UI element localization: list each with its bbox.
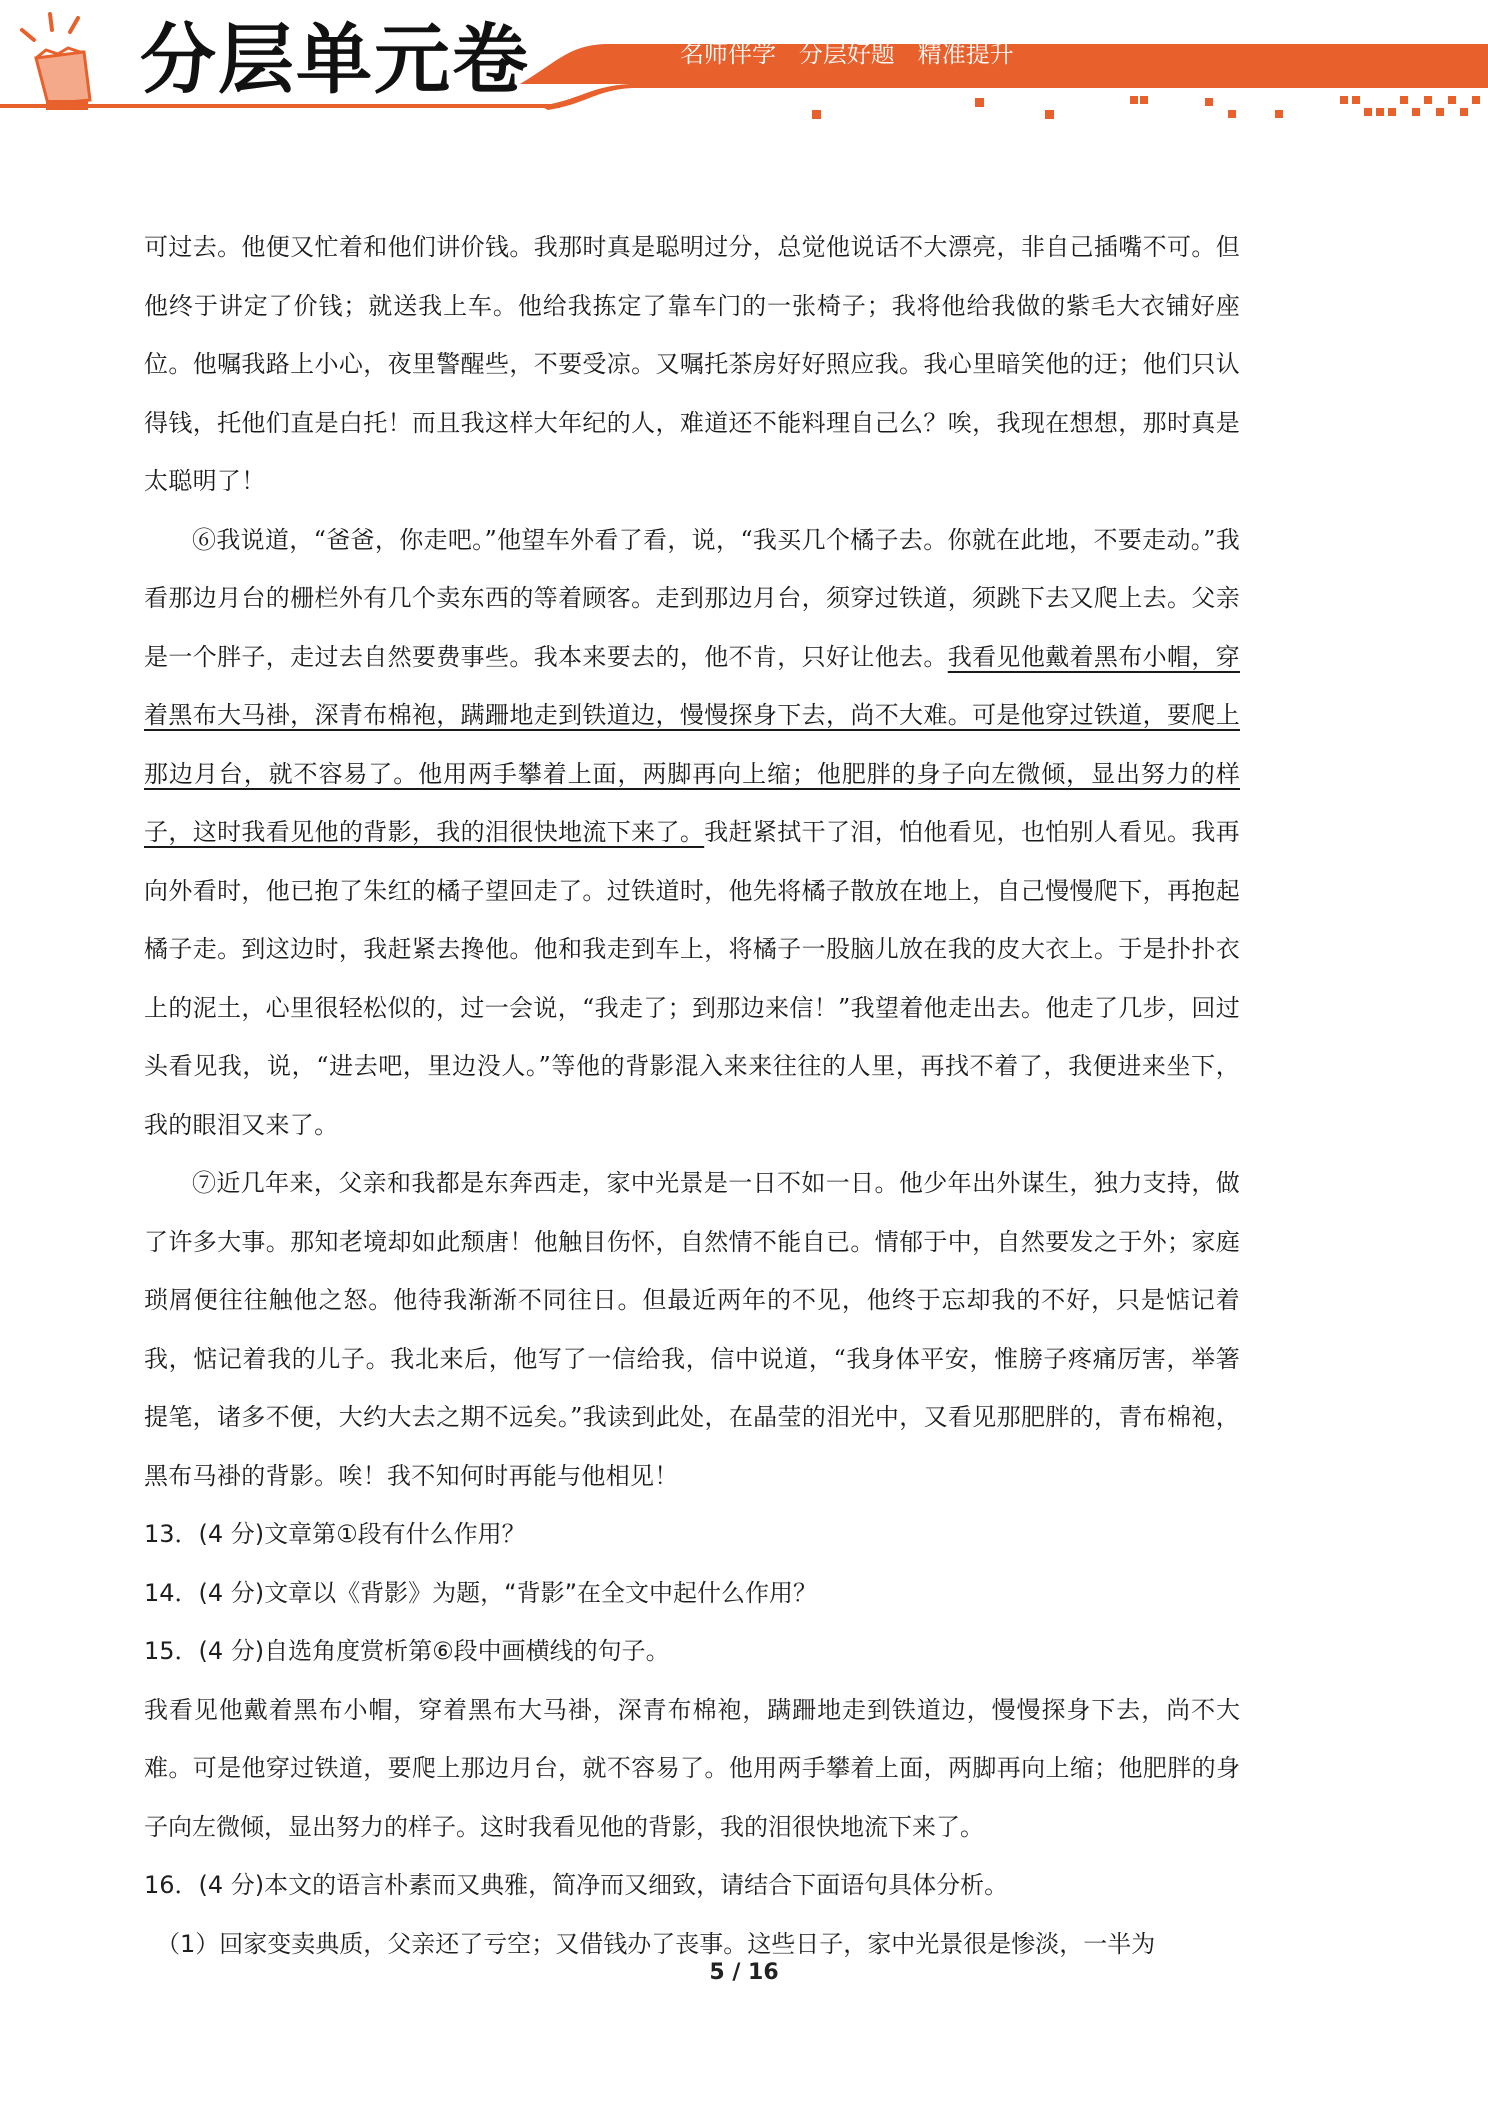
question-13: 13．(4 分)文章第①段有什么作用？ — [144, 1520, 526, 1548]
fist-icon — [22, 14, 90, 110]
page-content — [144, 218, 1240, 1973]
question-14: 14．(4 分)文章以《背影》为题，“背影”在全文中起什么作用？ — [144, 1578, 818, 1607]
question-15-quote: 我看见他戴着黑布小帽，穿着黑布大马褂，深青布棉袍，蹒跚地走到铁道边，慢慢探身下去，尚不大难。可是他穿过铁道，要爬上那边月台，就不容易了。他用两手攀着上面，两脚再向上缩；他肥胖的身子向左微倾，显出努力的样子。这时我看见他的背影，我的泪很快地流下来了。 — [144, 1695, 1240, 1841]
header-slogan: 名师伴学 分层好题 精准提升 — [680, 40, 1014, 68]
question-16-item-1: （1）回家变卖典质，父亲还了亏空；又借钱办了丧事。这些日子，家中光景很是惨淡，一半为 — [156, 1929, 1156, 1958]
logo-title: 分层单元卷 — [140, 15, 530, 104]
article-paragraph-5-tail: 可过去。他便又忙着和他们讲价钱。我那时真是聪明过分，总觉他说话不大漂亮，非自己插嘴不可。但他终于讲定了价钱；就送我上车。他给我拣定了靠车门的一张椅子；我将他给我做的紫毛大衣铺好座位。他嘱我路上小心，夜里警醒些，不要受凉。又嘱托茶房好好照应我。我心里暗笑他的迂；他们只认得钱，托他们直是白托！而且我这样大年纪的人，难道还不能料理自己么？唉，我现在想想，那时真是太聪明了！ — [144, 233, 1240, 495]
paragraph-6-start: ⑥我说道，“爸爸，你走吧。”他望车外看了看，说，“我买几个橘子去。你就在此地，不要走动。”我看那边月台的栅栏外有几个卖东西的等着顾客。走到那边月台，须穿过铁道，须跳下去又爬上去。父亲是一个胖子，走过去自然要费事些。我本来要去的，他不肯，只好让他去。 — [144, 525, 1240, 671]
underlined-sentence: 我看见他戴着黑布小帽，穿着黑布大马褂，深青布棉袍，蹒跚地走到铁道边，慢慢探身下去，尚不大难。可是他穿过铁道，要爬上那边月台，就不容易了。他用两手攀着上面，两脚再向上缩；他肥胖的身子向左微倾，显出努力的样子，这时我看见他的背影，我的泪很快地流下来了。 — [144, 642, 1240, 846]
page-number: 5 / 16 — [709, 1960, 779, 1985]
question-15: 15．(4 分)自选角度赏析第⑥段中画横线的句子。 — [144, 1637, 670, 1665]
page-header — [0, 0, 1488, 140]
paragraph-6-end: 我赶紧拭干了泪，怕他看见，也怕别人看见。我再向外看时，他已抱了朱红的橘子望回走了。过铁道时，他先将橘子散放在地上，自己慢慢爬下，再抱起橘子走。到这边时，我赶紧去搀他。他和我走到车上，将橘子一股脑儿放在我的皮大衣上。于是扑扑衣上的泥土，心里很轻松似的，过一会说，“我走了；到那边来信！”我望着他走出去。他走了几步，回过头看见我，说，“进去吧，里边没人。”等他的背影混入来来往往的人里，再找不着了，我便进来坐下，我的眼泪又来了。 — [144, 818, 1240, 1139]
article-paragraph-7: ⑦近几年来，父亲和我都是东奔西走，家中光景是一日不如一日。他少年出外谋生，独力支持，做了许多大事。那知老境却如此颓唐！他触目伤怀，自然情不能自已。情郁于中，自然要发之于外；家庭琐屑便往往触他之怒。他待我渐渐不同往日。但最近两年的不见，他终于忘却我的不好，只是惦记着我，惦记着我的儿子。我北来后，他写了一信给我，信中说道，“我身体平安，惟膀子疼痛厉害，举箸提笔，诸多不便，大约大去之期不远矣。”我读到此处，在晶莹的泪光中，又看见那肥胖的，青布棉袍，黑布马褂的背影。唉！我不知何时再能与他相见！ — [144, 1169, 1240, 1490]
question-16: 16．(4 分)本文的语言朴素而又典雅，简净而又细致，请结合下面语句具体分析。 — [144, 1871, 1009, 1899]
article-paragraph-6 — [144, 511, 1240, 1155]
